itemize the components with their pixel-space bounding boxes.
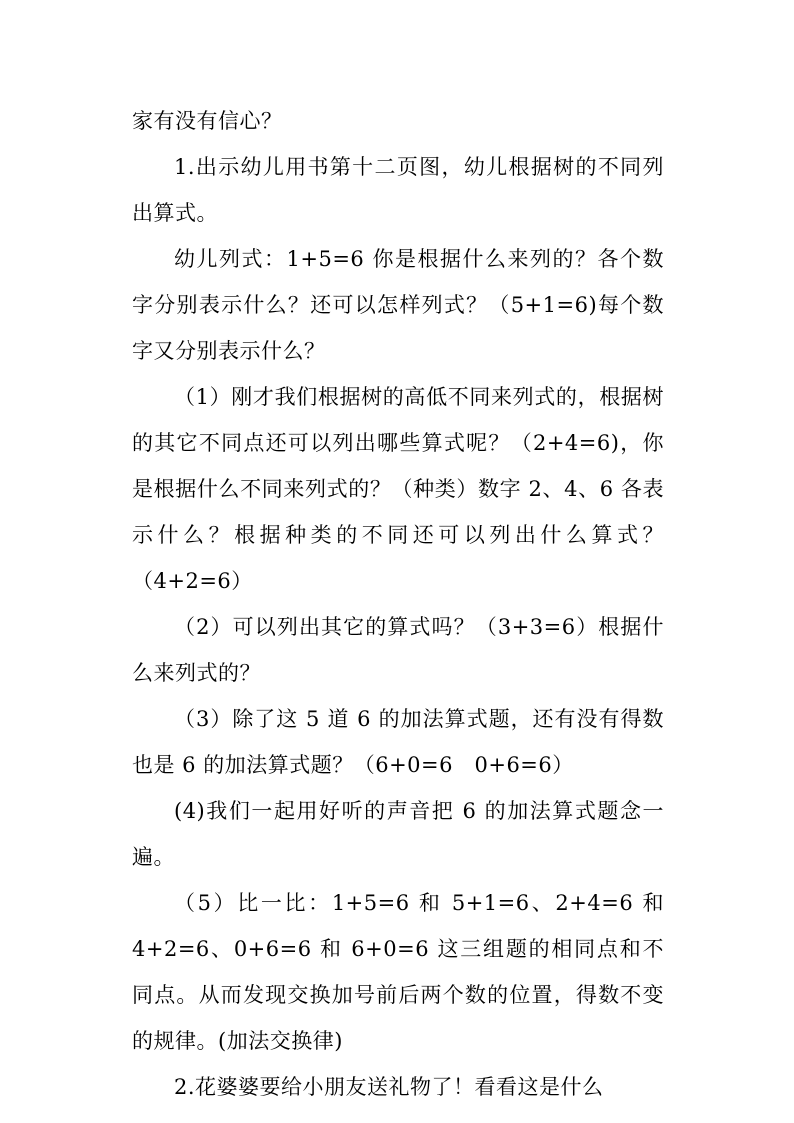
paragraph-1: 家有没有信心？ [132, 109, 283, 133]
paragraph-6: （3）除了这 5 道 6 的加法算式题，还有没有得数也是 6 的加法算式题？（6+0=6 0+6=6） [132, 707, 664, 777]
paragraph-7: (4)我们一起用好听的声音把 6 的加法算式题念一遍。 [132, 799, 664, 869]
paragraph-3: 幼儿列式：1+5=6 你是根据什么来列的？各个数字分别表示什么？还可以怎样列式？（5+1=6)每个数字又分别表示什么？ [132, 247, 664, 363]
paragraph-9: 2.花婆婆要给小朋友送礼物了！看看这是什么 [174, 1075, 604, 1099]
paragraph-5: （2）可以列出其它的算式吗？（3+3=6）根据什么来列式的？ [132, 615, 664, 685]
paragraph-4: （1）刚才我们根据树的高低不同来列式的，根据树的其它不同点还可以列出哪些算式呢？（2+4=6)，你是根据什么不同来列式的？（种类）数字 2、4、6 各表示什么？根据种类的不同还可以列出什么算式？（4+2=6） [132, 385, 664, 593]
document-page [132, 98, 664, 1110]
paragraph-2: 1.出示幼儿用书第十二页图，幼儿根据树的不同列出算式。 [132, 155, 664, 225]
paragraph-8: （5）比一比：1+5=6 和 5+1=6、2+4=6 和 4+2=6、0+6=6 和 6+0=6 这三组题的相同点和不同点。从而发现交换加号前后两个数的位置，得数不变的规律。(加法交换律) [132, 891, 664, 1053]
